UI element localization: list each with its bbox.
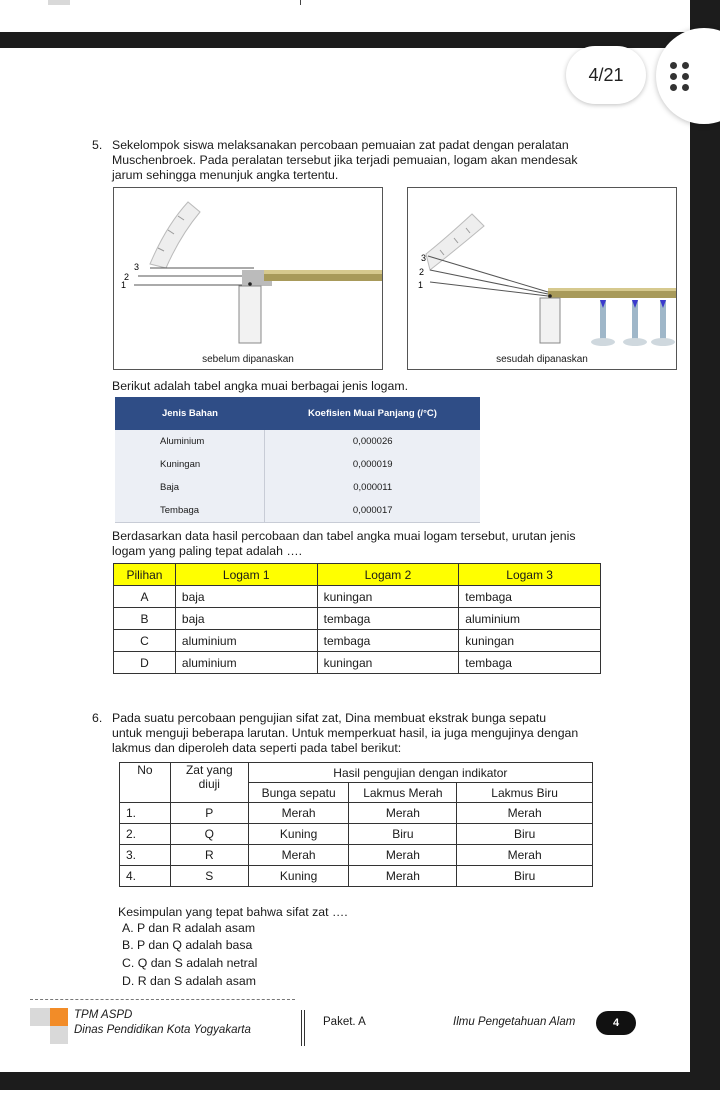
coef-material: Aluminium: [115, 430, 265, 453]
table-row: [120, 803, 593, 824]
opt-header-metal-3: Logam 3: [459, 564, 601, 586]
ind-blue-litmus: Biru: [457, 866, 593, 887]
menu-dot-icon: [670, 73, 677, 80]
footer-separator: [301, 1010, 302, 1046]
coef-header-material: Jenis Bahan: [115, 397, 265, 430]
figure-before-caption: sebelum dipanaskan: [202, 354, 294, 365]
q6-intro-line-3: lakmus dan diperoleh data seperti pada tabel berikut:: [112, 741, 402, 755]
q6-answer-c[interactable]: C. Q dan S adalah netral: [122, 956, 258, 970]
q6-answer-d[interactable]: D. R dan S adalah asam: [122, 974, 256, 988]
q5-intro-line-2: Muschenbroek. Pada peralatan tersebut jika terjadi pemuaian, logam akan mendesak: [112, 153, 578, 167]
q6-question: Kesimpulan yang tepat bahwa sifat zat ….: [118, 905, 348, 919]
footer-org-line-2: Dinas Pendidikan Kota Yogyakarta: [74, 1024, 251, 1036]
scale-label: 1: [418, 280, 424, 290]
table-row: [115, 499, 480, 522]
menu-dot-icon: [682, 84, 689, 91]
top-grey-tab: [48, 0, 70, 5]
option-cell: baja: [175, 586, 317, 608]
table-row: [115, 476, 480, 499]
figure-after-caption: sesudah dipanaskan: [496, 354, 588, 365]
option-row-c[interactable]: [114, 630, 601, 652]
footer-logo-block: [50, 1026, 68, 1044]
ind-header-substance: [170, 763, 248, 803]
ind-hibiscus: Merah: [248, 803, 349, 824]
ind-no: 1.: [120, 803, 171, 824]
figure-after-heating: [407, 187, 677, 370]
scale-label: 3: [134, 262, 140, 272]
ind-red-litmus: Merah: [349, 803, 457, 824]
answer-options-table: [113, 563, 601, 674]
q6-intro-line-2: untuk menguji beberapa larutan. Untuk memperkuat hasil, ia juga mengujinya dengan: [112, 726, 579, 740]
option-cell: baja: [175, 608, 317, 630]
footer-org-line-1: TPM ASPD: [74, 1009, 133, 1021]
ind-header-substance-line-1: Zat yang: [185, 763, 233, 777]
bottom-dark-bar: [0, 1072, 720, 1090]
scale-label: 2: [419, 267, 425, 277]
coef-header-coefficient: Koefisien Muai Panjang (/°C): [265, 397, 480, 430]
ind-red-litmus: Merah: [349, 866, 457, 887]
option-row-b[interactable]: [114, 608, 601, 630]
q5-question-line-1: Berdasarkan data hasil percobaan dan tabel angka muai logam tersebut, urutan jenis: [112, 529, 576, 543]
q6-answer-a[interactable]: A. P dan R adalah asam: [122, 921, 256, 935]
q6-answer-b[interactable]: B. P dan Q adalah basa: [122, 938, 253, 952]
ind-hibiscus: Merah: [248, 845, 349, 866]
ind-substance: Q: [170, 824, 248, 845]
ind-blue-litmus: Biru: [457, 824, 593, 845]
opt-header-choice: Pilihan: [114, 564, 176, 586]
menu-dot-icon: [682, 62, 689, 69]
ind-substance: P: [170, 803, 248, 824]
figure-before-heating: [113, 187, 383, 370]
ind-header-results: Hasil pengujian dengan indikator: [248, 763, 592, 783]
scale-label: 1: [121, 280, 127, 290]
ind-no: 3.: [120, 845, 171, 866]
top-strip: [0, 0, 690, 32]
bottom-white-strip: [0, 1090, 720, 1119]
ind-red-litmus: Biru: [349, 824, 457, 845]
menu-dot-icon: [670, 62, 677, 69]
q5-table-intro: Berikut adalah tabel angka muai berbagai jenis logam.: [112, 379, 408, 393]
menu-dot-icon: [670, 84, 677, 91]
option-cell: tembaga: [459, 652, 601, 674]
page-indicator[interactable]: 4/21: [566, 46, 646, 104]
footer-divider: [30, 999, 295, 1000]
table-row: [115, 453, 480, 476]
option-cell: tembaga: [317, 608, 459, 630]
coef-material: Kuningan: [115, 453, 265, 476]
option-cell: kuningan: [317, 652, 459, 674]
coef-material: Tembaga: [115, 499, 265, 522]
coef-material: Baja: [115, 476, 265, 499]
ind-header-substance-line-2: diuji: [198, 777, 220, 791]
muschenbroek-before-image: [114, 188, 382, 353]
ind-red-litmus: Merah: [349, 845, 457, 866]
q5-question-line-2: logam yang paling tepat adalah ….: [112, 544, 303, 558]
right-dark-bar: [690, 0, 720, 1090]
option-cell: aluminium: [459, 608, 601, 630]
ind-substance: S: [170, 866, 248, 887]
coef-value: 0,000019: [265, 453, 480, 476]
ind-hibiscus: Kuning: [248, 866, 349, 887]
q6-number: 6.: [92, 711, 103, 725]
ind-header-hibiscus: Bunga sepatu: [248, 783, 349, 803]
option-cell: tembaga: [459, 586, 601, 608]
option-letter: D: [114, 652, 176, 674]
option-row-d[interactable]: [114, 652, 601, 674]
top-tick: [300, 0, 301, 5]
footer-logo-block: [50, 1008, 68, 1026]
scale-label: 3: [421, 253, 427, 263]
option-letter: B: [114, 608, 176, 630]
ind-header-no: No: [120, 763, 171, 803]
ind-substance: R: [170, 845, 248, 866]
footer-separator: [304, 1010, 305, 1046]
scale-label: 2: [124, 272, 130, 282]
option-letter: C: [114, 630, 176, 652]
table-row: [120, 845, 593, 866]
coef-value: 0,000026: [265, 430, 480, 453]
menu-dot-icon: [682, 73, 689, 80]
table-row: [120, 866, 593, 887]
q5-intro-line-1: Sekelompok siswa melaksanakan percobaan pemuaian zat padat dengan peralatan: [112, 138, 569, 152]
option-cell: tembaga: [317, 630, 459, 652]
ind-header-red-litmus: Lakmus Merah: [349, 783, 457, 803]
opt-header-metal-2: Logam 2: [317, 564, 459, 586]
expansion-coefficient-table: [115, 397, 480, 523]
muschenbroek-after-image: [408, 188, 676, 353]
table-row: [115, 430, 480, 453]
option-cell: kuningan: [317, 586, 459, 608]
footer-logo-block: [30, 1008, 50, 1026]
ind-hibiscus: Kuning: [248, 824, 349, 845]
q5-intro-line-3: jarum sehingga menunjuk angka tertentu.: [112, 168, 339, 182]
option-row-a[interactable]: [114, 586, 601, 608]
table-row: [120, 824, 593, 845]
option-letter: A: [114, 586, 176, 608]
ind-blue-litmus: Merah: [457, 803, 593, 824]
coef-value: 0,000017: [265, 499, 480, 522]
opt-header-metal-1: Logam 1: [175, 564, 317, 586]
coef-value: 0,000011: [265, 476, 480, 499]
ind-header-blue-litmus: Lakmus Biru: [457, 783, 593, 803]
option-cell: aluminium: [175, 652, 317, 674]
footer-page-number: 4: [596, 1011, 636, 1035]
q5-number: 5.: [92, 138, 103, 152]
indicator-test-table: [119, 762, 593, 887]
q6-intro-line-1: Pada suatu percobaan pengujian sifat zat, Dina membuat ekstrak bunga sepatu: [112, 711, 547, 725]
option-cell: aluminium: [175, 630, 317, 652]
footer-paket: Paket. A: [323, 1016, 366, 1028]
footer-subject: Ilmu Pengetahuan Alam: [453, 1016, 576, 1028]
ind-no: 2.: [120, 824, 171, 845]
ind-no: 4.: [120, 866, 171, 887]
ind-blue-litmus: Merah: [457, 845, 593, 866]
option-cell: kuningan: [459, 630, 601, 652]
